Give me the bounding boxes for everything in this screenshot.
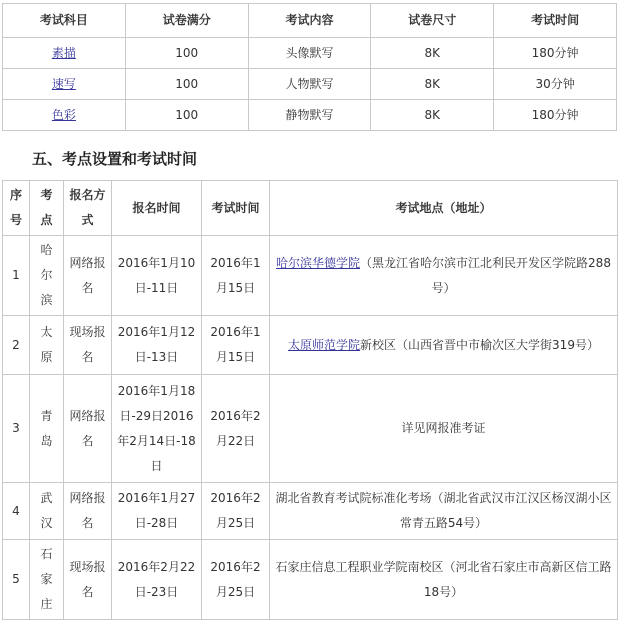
header-exam-location: 考试地点（地址） [270,181,618,236]
cell-serial-number: 1 [3,236,30,316]
location-text: （黑龙江省哈尔滨市江北利民开发区学院路288号） [360,255,611,295]
table-row [3,375,618,483]
cell-content: 头像默写 [248,38,371,69]
table-row [3,69,617,100]
location-text: 详见网报准考证 [401,421,486,435]
header-exam-site: 考点 [30,181,64,236]
cell-registration-method: 网络报名 [64,483,112,540]
cell-duration: 180分钟 [494,100,617,131]
subject-link-sketch[interactable]: 素描 [51,45,76,60]
cell-registration-method: 现场报名 [64,540,112,620]
cell-content: 人物默写 [248,69,371,100]
cell-registration-method: 网络报名 [64,236,112,316]
table-row [3,100,617,131]
cell-exam-site: 太原 [30,316,64,375]
cell-exam-location [270,316,618,375]
location-text: 石家庄信息工程职业学院南校区（河北省石家庄市高新区信工路18号） [275,559,612,599]
table-row [3,540,618,620]
header-registration-method: 报名方式 [64,181,112,236]
cell-full-score: 100 [125,69,248,100]
cell-registration-method: 网络报名 [64,375,112,483]
cell-exam-site: 石家庄 [30,540,64,620]
table-row [3,316,618,375]
cell-full-score: 100 [125,100,248,131]
cell-registration-time: 2016年1月12日-13日 [112,316,202,375]
cell-content: 静物默写 [248,100,371,131]
cell-duration: 30分钟 [494,69,617,100]
cell-serial-number: 4 [3,483,30,540]
cell-paper-size: 8K [371,69,494,100]
table-header-row [3,181,618,236]
table-header-row [3,4,617,38]
section-heading: 五、考点设置和考试时间 [32,150,198,168]
cell-exam-site: 哈尔滨 [30,236,64,316]
header-registration-time: 报名时间 [112,181,202,236]
cell-subject [3,69,126,100]
exam-subjects-table [2,3,617,131]
header-full-score: 试卷满分 [125,4,248,38]
cell-serial-number: 2 [3,316,30,375]
cell-paper-size: 8K [371,38,494,69]
table-row [3,483,618,540]
cell-exam-site: 武汉 [30,483,64,540]
cell-serial-number: 3 [3,375,30,483]
table-row [3,236,618,316]
header-exam-subject: 考试科目 [3,4,126,38]
cell-registration-time: 2016年1月10日-11日 [112,236,202,316]
cell-exam-time: 2016年1月15日 [202,316,270,375]
subject-link-quick-sketch[interactable]: 速写 [51,76,76,91]
location-text: 湖北省教育考试院标准化考场（湖北省武汉市江汉区杨汊湖小区常青五路54号） [275,491,612,530]
cell-exam-time: 2016年2月25日 [202,483,270,540]
header-exam-duration: 考试时间 [494,4,617,38]
cell-exam-location [270,375,618,483]
cell-exam-site: 青岛 [30,375,64,483]
school-link-taiyuan-normal[interactable]: 太原师范学院 [288,337,361,352]
location-text: 新校区（山西省晋中市榆次区大学街319号） [360,337,599,352]
exam-sites-table [2,180,618,620]
cell-registration-time: 2016年1月18日-29日2016年2月14日-18日 [112,375,202,483]
cell-full-score: 100 [125,38,248,69]
header-paper-size: 试卷尺寸 [371,4,494,38]
header-serial-number: 序号 [3,181,30,236]
cell-registration-time: 2016年1月27日-28日 [112,483,202,540]
cell-exam-location [270,540,618,620]
school-link-harbin-huade[interactable]: 哈尔滨华德学院 [276,255,361,270]
cell-registration-time: 2016年2月22日-23日 [112,540,202,620]
cell-exam-location [270,483,618,540]
cell-exam-time: 2016年1月15日 [202,236,270,316]
cell-subject [3,100,126,131]
cell-exam-location [270,236,618,316]
cell-exam-time: 2016年2月22日 [202,375,270,483]
header-exam-content: 考试内容 [248,4,371,38]
header-exam-time: 考试时间 [202,181,270,236]
table-row [3,38,617,69]
cell-exam-time: 2016年2月25日 [202,540,270,620]
cell-duration: 180分钟 [494,38,617,69]
cell-paper-size: 8K [371,100,494,131]
cell-serial-number: 5 [3,540,30,620]
cell-subject [3,38,126,69]
cell-registration-method: 现场报名 [64,316,112,375]
subject-link-color[interactable]: 色彩 [51,107,76,122]
